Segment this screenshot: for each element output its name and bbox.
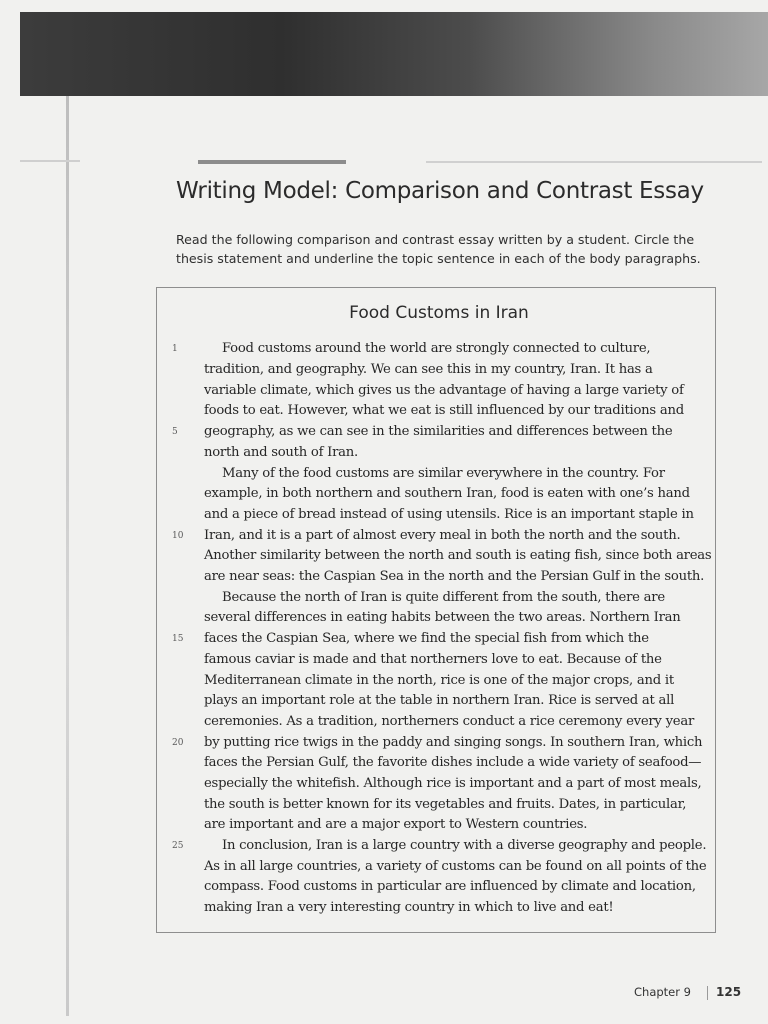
line-number: 5 — [172, 427, 178, 437]
essay-line: plays an important role at the table in northern Iran. Rice is served at all — [204, 693, 675, 708]
essay-line: famous caviar is made and that northerners love to eat. Because of the — [204, 652, 662, 667]
essay-line: by putting rice twigs in the paddy and singing songs. In southern Iran, which — [204, 735, 703, 750]
essay-line: As in all large countries, a variety of customs can be found on all points of the — [204, 859, 707, 874]
essay-line: faces the Caspian Sea, where we find the special fish from which the — [204, 631, 649, 646]
essay-line: Because the north of Iran is quite different from the south, there are — [222, 590, 665, 605]
line-number: 20 — [172, 738, 184, 748]
essay-title: Food Customs in Iran — [349, 303, 529, 323]
chapter-label: Chapter 9 — [634, 985, 691, 999]
instructions — [176, 230, 716, 268]
page-number: 125 — [716, 985, 742, 999]
essay-line: Another similarity between the north and south is eating fish, since both areas — [204, 548, 712, 563]
binding-line — [66, 96, 69, 1016]
essay-line: Many of the food customs are similar everywhere in the country. For — [222, 466, 665, 481]
page-title: Writing Model: Comparison and Contrast Essay — [176, 178, 704, 204]
divider-rule — [20, 160, 80, 162]
essay-line: faces the Persian Gulf, the favorite dishes include a wide variety of seafood— — [204, 755, 702, 770]
essay-line: making Iran a very interesting country in which to live and eat! — [204, 900, 614, 915]
essay-line: Food customs around the world are strongly connected to culture, — [222, 341, 651, 356]
instructions-line: Read the following comparison and contrast essay written by a student. Circle the — [176, 232, 695, 247]
essay-line: variable climate, which gives us the advantage of having a large variety of — [204, 383, 684, 398]
essay-line: the south is better known for its vegetables and fruits. Dates, in particular, — [204, 797, 687, 812]
header-band — [20, 12, 768, 96]
essay-line: foods to eat. However, what we eat is still influenced by our traditions and — [204, 403, 684, 418]
essay-line: tradition, and geography. We can see this in my country, Iran. It has a — [204, 362, 653, 377]
line-number: 1 — [172, 344, 178, 354]
footer-divider — [707, 986, 708, 1000]
essay-line: are important and are a major export to Western countries. — [204, 817, 588, 832]
line-number: 10 — [172, 531, 184, 541]
essay-line: and a piece of bread instead of using utensils. Rice is an important staple in — [204, 507, 694, 522]
essay-line: are near seas: the Caspian Sea in the north and the Persian Gulf in the south. — [204, 569, 705, 584]
essay-line: geography, as we can see in the similarities and differences between the — [204, 424, 673, 439]
essay-line: Iran, and it is a part of almost every meal in both the north and the south. — [204, 528, 681, 543]
line-number: 15 — [172, 634, 184, 644]
essay-line: In conclusion, Iran is a large country with a diverse geography and people. — [222, 838, 707, 853]
section-accent-rule — [198, 160, 346, 164]
instructions-line: thesis statement and underline the topic sentence in each of the body paragraphs. — [176, 251, 701, 266]
essay-line: north and south of Iran. — [204, 445, 358, 460]
essay-line: Mediterranean climate in the north, rice is one of the major crops, and it — [204, 673, 674, 688]
essay-line: compass. Food customs in particular are influenced by climate and location, — [204, 879, 696, 894]
divider-rule — [426, 161, 762, 163]
essay-line: especially the whitefish. Although rice is important and a part of most meals, — [204, 776, 702, 791]
essay-line: example, in both northern and southern Iran, food is eaten with one’s hand — [204, 486, 690, 501]
essay-line: several differences in eating habits between the two areas. Northern Iran — [204, 610, 681, 625]
essay-line: ceremonies. As a tradition, northerners conduct a rice ceremony every year — [204, 714, 694, 729]
line-number: 25 — [172, 841, 184, 851]
